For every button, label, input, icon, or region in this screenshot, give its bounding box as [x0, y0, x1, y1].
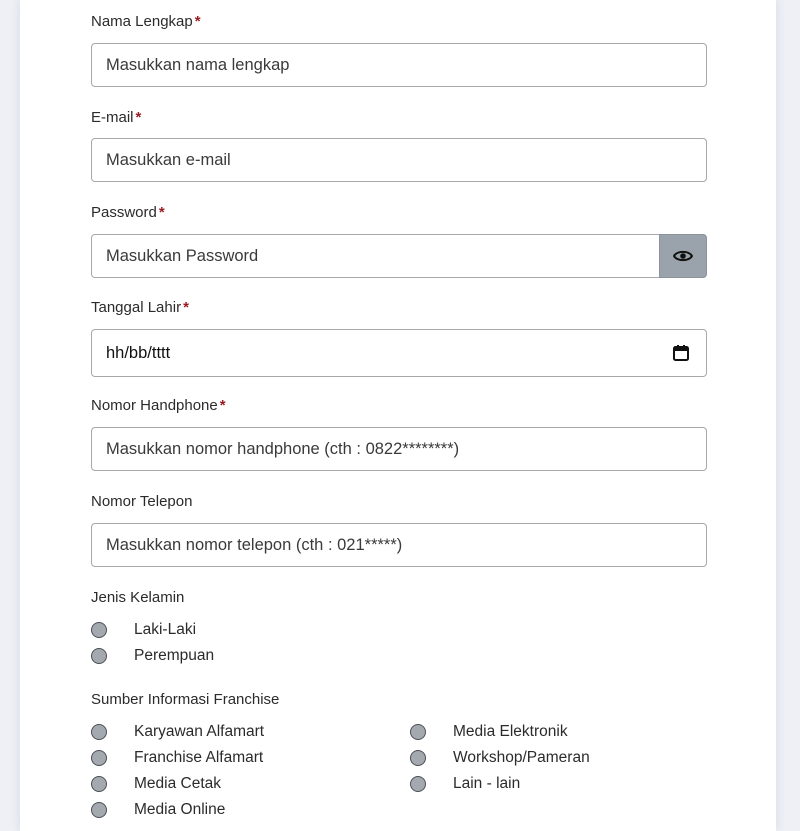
required-mark: *	[183, 299, 189, 316]
required-mark: *	[135, 109, 142, 126]
email-label	[91, 109, 707, 127]
required-mark: *	[194, 13, 201, 30]
radio-label: Media Cetak	[134, 775, 222, 792]
gender-option-male[interactable]	[91, 619, 196, 641]
radio-button[interactable]	[91, 622, 107, 638]
password-toggle-button[interactable]	[659, 234, 707, 278]
form-card	[20, 0, 776, 831]
password-field	[91, 204, 707, 265]
full-name-label	[91, 13, 707, 31]
gender-option-female[interactable]	[91, 645, 214, 667]
full-name-field	[91, 13, 707, 74]
info-source-label: Sumber Informasi Franchise	[91, 691, 280, 708]
radio-label: Karyawan Alfamart	[134, 723, 265, 740]
radio-button[interactable]	[410, 724, 426, 740]
phone-label-text: Nomor Telepon	[91, 493, 193, 510]
radio-label: Media Online	[134, 801, 226, 818]
password-label	[91, 204, 707, 222]
birth-date-label-text: Tanggal Lahir	[91, 299, 182, 316]
radio-label: Laki-Laki	[134, 621, 197, 638]
birth-date-value: hh/bb/tttt	[106, 344, 171, 362]
info-source-option-media-online[interactable]	[91, 799, 225, 821]
full-name-label-text: Nama Lengkap	[91, 13, 193, 30]
email-input[interactable]: Masukkan e-mail	[91, 138, 707, 182]
eye-icon	[673, 249, 693, 263]
radio-button[interactable]	[91, 750, 107, 766]
info-source-option-lain[interactable]	[410, 773, 520, 795]
radio-label: Media Elektronik	[453, 723, 568, 740]
birth-date-field	[91, 299, 707, 362]
password-group	[91, 234, 707, 278]
mobile-field	[91, 397, 707, 458]
email-label-text: E-mail	[91, 109, 134, 126]
info-source-option-karyawan[interactable]	[91, 721, 264, 743]
calendar-icon[interactable]	[672, 344, 690, 362]
radio-label: Lain - lain	[453, 775, 521, 792]
gender-label: Jenis Kelamin	[91, 589, 185, 606]
mobile-input[interactable]: Masukkan nomor handphone (cth : 0822********)	[91, 427, 707, 471]
radio-label: Perempuan	[134, 647, 215, 664]
required-mark: *	[158, 204, 165, 221]
password-label-text: Password	[91, 204, 157, 221]
info-source-option-media-cetak[interactable]	[91, 773, 221, 795]
info-source-option-workshop[interactable]	[410, 747, 590, 769]
info-source-option-franchise[interactable]	[91, 747, 263, 769]
password-input[interactable]: Masukkan Password	[91, 234, 660, 278]
phone-field	[91, 493, 707, 554]
mobile-label	[91, 397, 707, 415]
info-source-option-media-elektronik[interactable]	[410, 721, 568, 743]
radio-label: Franchise Alfamart	[134, 749, 264, 766]
radio-button[interactable]	[91, 776, 107, 792]
birth-date-input[interactable]	[91, 329, 707, 377]
radio-label: Workshop/Pameran	[453, 749, 590, 766]
radio-button[interactable]	[91, 802, 107, 818]
radio-button[interactable]	[410, 776, 426, 792]
mobile-label-text: Nomor Handphone	[91, 397, 218, 414]
radio-button[interactable]	[91, 724, 107, 740]
required-mark: *	[219, 397, 226, 414]
full-name-input[interactable]: Masukkan nama lengkap	[91, 43, 707, 87]
birth-date-label	[91, 299, 707, 317]
radio-button[interactable]	[410, 750, 426, 766]
email-field	[91, 109, 707, 169]
radio-button[interactable]	[91, 648, 107, 664]
phone-input[interactable]: Masukkan nomor telepon (cth : 021*****)	[91, 523, 707, 567]
phone-label	[91, 493, 707, 511]
